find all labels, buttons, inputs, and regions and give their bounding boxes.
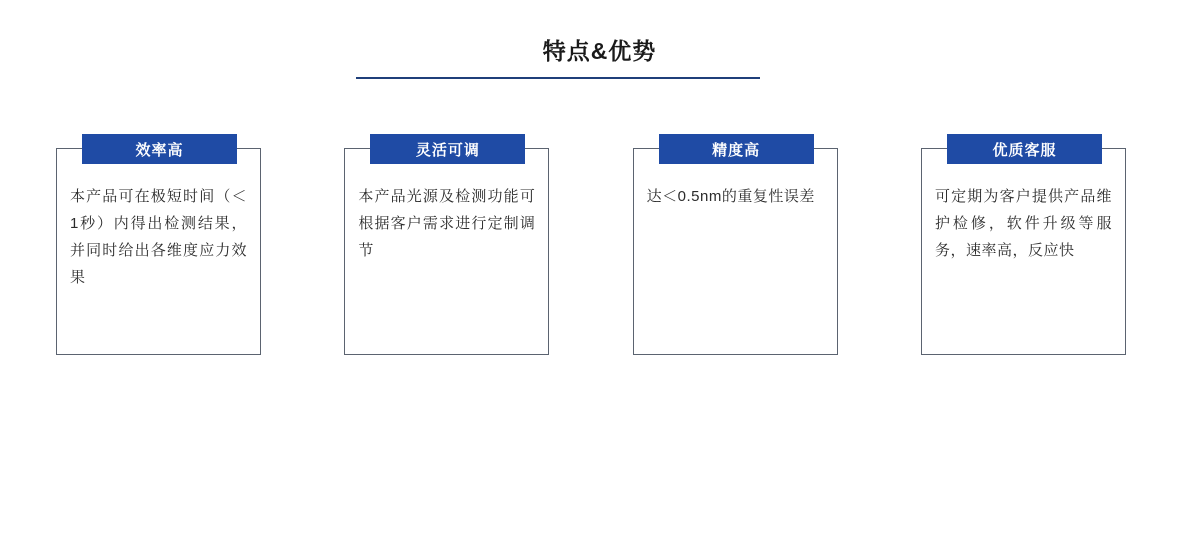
feature-card-list (56, 141, 1126, 355)
feature-card-badge: 精度高 (659, 134, 814, 164)
feature-card-badge: 效率高 (82, 134, 237, 164)
title-underline-rule (356, 77, 760, 79)
feature-card-badge: 优质客服 (947, 134, 1102, 164)
feature-card (633, 141, 838, 355)
title-block (0, 36, 1199, 66)
feature-card-text: 达＜0.5nm的重复性误差 (646, 188, 815, 205)
feature-card-text: 本产品可在极短时间（＜1秒）内得出检测结果，并同时给出各维度应力效果 (70, 188, 247, 286)
page-title: 特点&优势 (542, 38, 657, 64)
feature-card-badge: 灵活可调 (370, 134, 525, 164)
feature-card (344, 141, 549, 355)
feature-card (56, 141, 261, 355)
feature-card (921, 141, 1126, 355)
feature-card-text: 本产品光源及检测功能可根据客户需求进行定制调节 (358, 188, 536, 259)
feature-card-text: 可定期为客户提供产品维护检修，软件升级等服务，速率高，反应快 (934, 188, 1112, 259)
